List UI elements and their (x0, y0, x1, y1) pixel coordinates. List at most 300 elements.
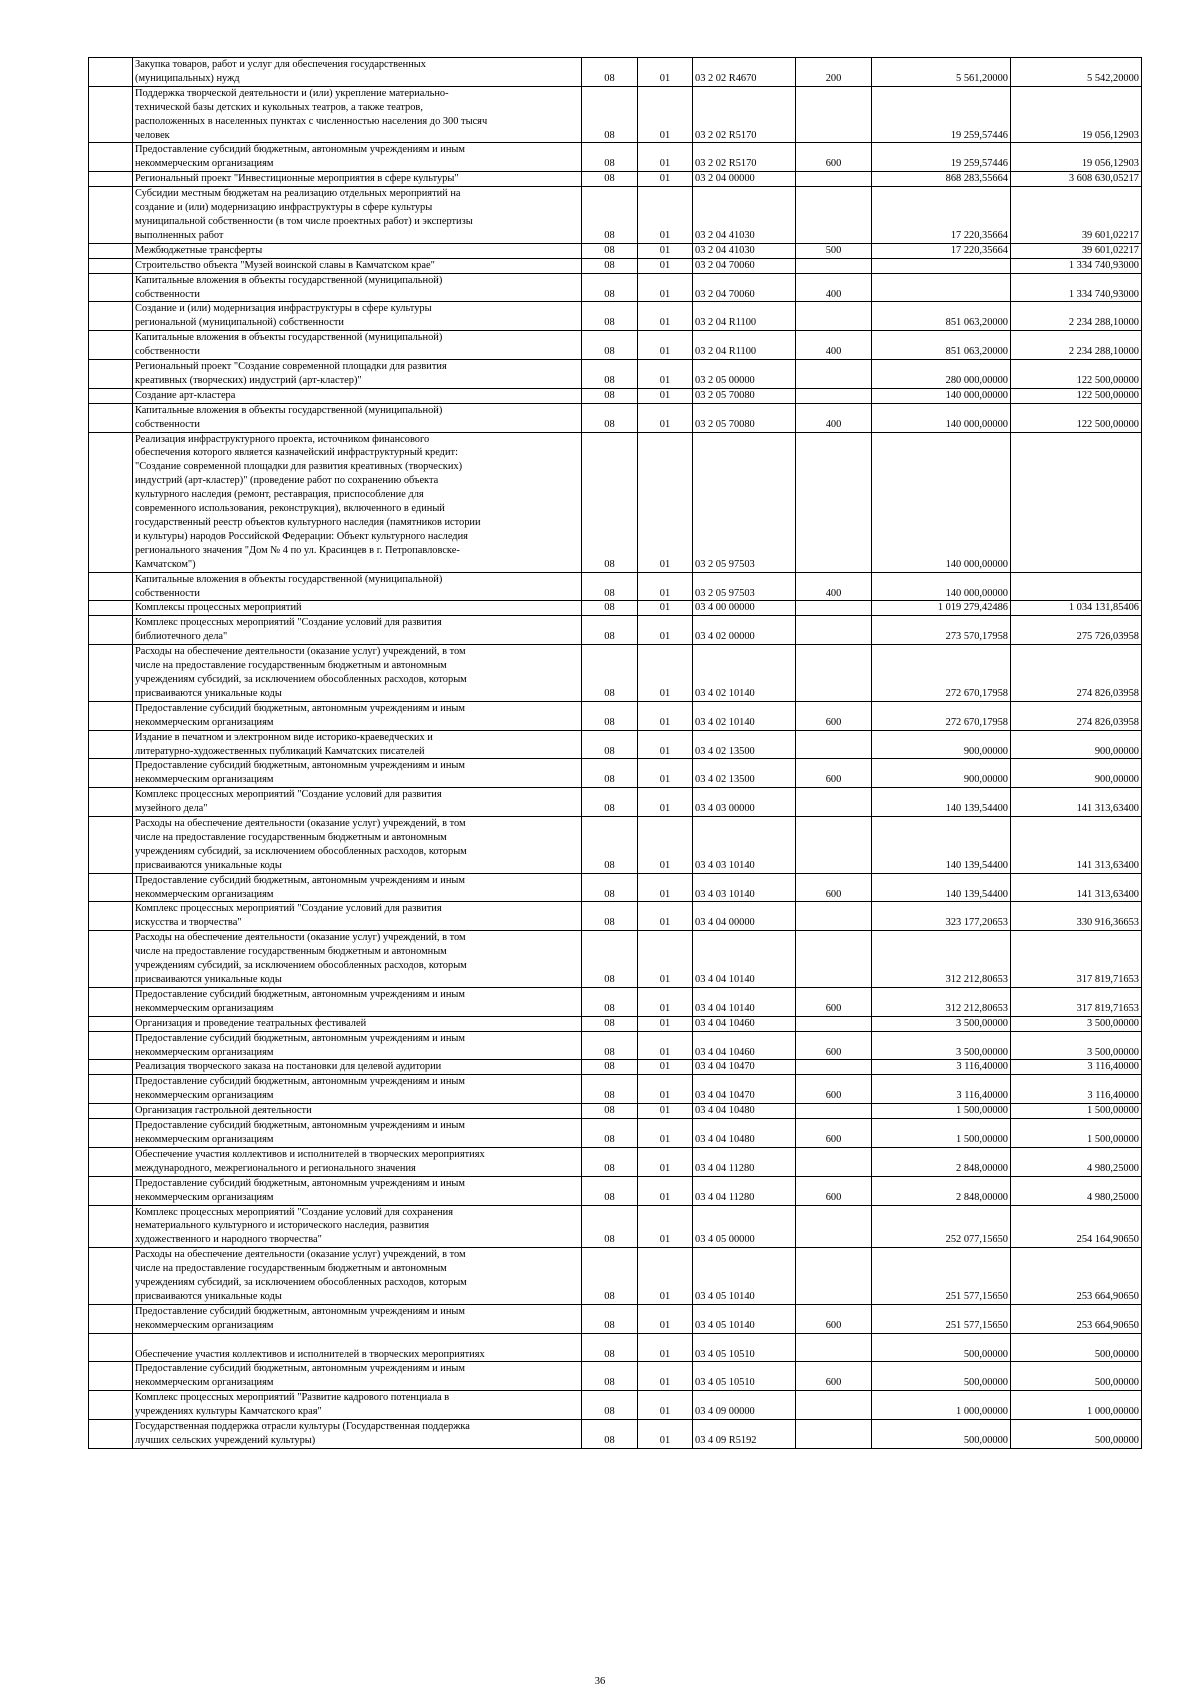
row-name: Комплекс процессных мероприятий "Создание условий для развития библиотечного дела" (133, 616, 582, 645)
row-target-article: 03 2 02 R4670 (693, 58, 796, 87)
row-blank-cell (89, 759, 133, 788)
row-section-code: 08 (582, 403, 638, 432)
table-row (89, 360, 1142, 389)
row-amount-year-1: 2 848,00000 (872, 1147, 1011, 1176)
row-amount-year-2: 254 164,90650 (1011, 1205, 1142, 1248)
row-amount-year-1: 17 220,35664 (872, 243, 1011, 258)
row-amount-year-2: 122 500,00000 (1011, 360, 1142, 389)
row-amount-year-2: 4 980,25000 (1011, 1147, 1142, 1176)
row-subsection-code: 01 (638, 143, 693, 172)
row-name: Закупка товаров, работ и услуг для обеспечения государственных (муниципальных) нужд (133, 58, 582, 87)
table-row (89, 730, 1142, 759)
row-name: Организация и проведение театральных фестивалей (133, 1016, 582, 1031)
row-name: Реализация инфраструктурного проекта, источником финансового обеспечения которого является казначейский инфраструктурный кредит: "Создание современной площадки для развития креативных (творческих) индустрий (арт-кластер)" (проведение работ по сохранению объекта культурного наследия (ремонт, реставрация, приспособление для современного использования, реконструкция), включенного в единый государственный реестр объектов культурного наследия (памятников истории и культуры) народов Российской Федерации: Объект культурного наследия регионального значения "Дом № 4 по ул. Красинцев в г. Петропавловске- Камчатском") (133, 432, 582, 572)
row-amount-year-1: 140 000,00000 (872, 432, 1011, 572)
row-amount-year-2: 4 980,25000 (1011, 1176, 1142, 1205)
row-target-article: 03 4 03 10140 (693, 873, 796, 902)
row-amount-year-2: 253 664,90650 (1011, 1248, 1142, 1305)
row-blank-cell (89, 1147, 133, 1176)
row-section-code: 08 (582, 1147, 638, 1176)
row-amount-year-1: 19 259,57446 (872, 143, 1011, 172)
row-section-code: 08 (582, 730, 638, 759)
row-expense-type (796, 645, 872, 702)
row-amount-year-1: 251 577,15650 (872, 1304, 1011, 1333)
row-subsection-code: 01 (638, 616, 693, 645)
row-target-article: 03 4 02 13500 (693, 759, 796, 788)
row-blank-cell (89, 1333, 133, 1362)
row-amount-year-2: 39 601,02217 (1011, 243, 1142, 258)
table-row (89, 701, 1142, 730)
row-section-code: 08 (582, 987, 638, 1016)
row-section-code: 08 (582, 1391, 638, 1420)
row-section-code: 08 (582, 58, 638, 87)
row-subsection-code: 01 (638, 1119, 693, 1148)
row-section-code: 08 (582, 616, 638, 645)
row-blank-cell (89, 273, 133, 302)
row-target-article: 03 4 04 10460 (693, 1031, 796, 1060)
row-subsection-code: 01 (638, 1016, 693, 1031)
row-amount-year-2: 122 500,00000 (1011, 403, 1142, 432)
row-amount-year-1: 900,00000 (872, 759, 1011, 788)
row-section-code: 08 (582, 1031, 638, 1060)
row-section-code: 08 (582, 902, 638, 931)
row-expense-type: 600 (796, 143, 872, 172)
row-target-article: 03 4 03 00000 (693, 788, 796, 817)
row-section-code: 08 (582, 302, 638, 331)
row-section-code: 08 (582, 1248, 638, 1305)
row-amount-year-1: 272 670,17958 (872, 645, 1011, 702)
row-expense-type (796, 616, 872, 645)
row-name: Обеспечение участия коллективов и исполнителей в творческих мероприятиях международного, межрегионального и регионального значения (133, 1147, 582, 1176)
row-expense-type (796, 388, 872, 403)
row-subsection-code: 01 (638, 902, 693, 931)
row-name: Предоставление субсидий бюджетным, автономным учреждениям и иным некоммерческим организациям (133, 987, 582, 1016)
row-section-code: 08 (582, 645, 638, 702)
row-subsection-code: 01 (638, 187, 693, 244)
row-amount-year-2: 253 664,90650 (1011, 1304, 1142, 1333)
row-expense-type (796, 360, 872, 389)
row-section-code: 08 (582, 931, 638, 988)
table-row (89, 1016, 1142, 1031)
row-target-article: 03 4 09 R5192 (693, 1420, 796, 1449)
row-amount-year-1: 140 139,54400 (872, 817, 1011, 874)
row-section-code: 08 (582, 572, 638, 601)
row-name: Реализация творческого заказа на постановки для целевой аудитории (133, 1060, 582, 1075)
row-amount-year-1: 3 500,00000 (872, 1031, 1011, 1060)
row-name: Предоставление субсидий бюджетным, автономным учреждениям и иным некоммерческим организациям (133, 1362, 582, 1391)
row-blank-cell (89, 1248, 133, 1305)
row-subsection-code: 01 (638, 273, 693, 302)
row-amount-year-1: 3 116,40000 (872, 1075, 1011, 1104)
row-amount-year-2: 317 819,71653 (1011, 987, 1142, 1016)
row-expense-type (796, 1333, 872, 1362)
row-amount-year-2: 5 542,20000 (1011, 58, 1142, 87)
row-expense-type (796, 172, 872, 187)
table-row (89, 1362, 1142, 1391)
row-name: Создание и (или) модернизация инфраструктуры в сфере культуры региональной (муниципальной) собственности (133, 302, 582, 331)
table-row (89, 987, 1142, 1016)
row-amount-year-2: 2 234 288,10000 (1011, 302, 1142, 331)
row-amount-year-1: 2 848,00000 (872, 1176, 1011, 1205)
row-subsection-code: 01 (638, 331, 693, 360)
row-subsection-code: 01 (638, 1060, 693, 1075)
row-amount-year-1: 280 000,00000 (872, 360, 1011, 389)
table-row (89, 817, 1142, 874)
row-amount-year-2: 3 116,40000 (1011, 1075, 1142, 1104)
table-row (89, 1147, 1142, 1176)
table-row (89, 1031, 1142, 1060)
row-amount-year-2: 2 234 288,10000 (1011, 331, 1142, 360)
row-amount-year-1: 140 139,54400 (872, 873, 1011, 902)
table-row (89, 1248, 1142, 1305)
row-section-code: 08 (582, 701, 638, 730)
row-expense-type: 600 (796, 1075, 872, 1104)
table-row (89, 1119, 1142, 1148)
row-blank-cell (89, 243, 133, 258)
row-section-code: 08 (582, 873, 638, 902)
table-row (89, 1391, 1142, 1420)
table-row (89, 931, 1142, 988)
row-target-article: 03 2 05 97503 (693, 572, 796, 601)
row-blank-cell (89, 873, 133, 902)
row-name: Комплекс процессных мероприятий "Создание условий для развития музейного дела" (133, 788, 582, 817)
row-subsection-code: 01 (638, 1333, 693, 1362)
row-amount-year-1: 900,00000 (872, 730, 1011, 759)
row-section-code: 08 (582, 143, 638, 172)
row-section-code: 08 (582, 360, 638, 389)
row-name: Создание арт-кластера (133, 388, 582, 403)
row-amount-year-1: 1 500,00000 (872, 1104, 1011, 1119)
row-amount-year-1: 312 212,80653 (872, 931, 1011, 988)
row-name: Капитальные вложения в объекты государственной (муниципальной) собственности (133, 331, 582, 360)
row-target-article: 03 4 02 00000 (693, 616, 796, 645)
row-blank-cell (89, 601, 133, 616)
row-expense-type: 600 (796, 873, 872, 902)
row-blank-cell (89, 1075, 133, 1104)
row-expense-type: 600 (796, 759, 872, 788)
row-expense-type: 600 (796, 1176, 872, 1205)
row-name: Государственная поддержка отрасли культуры (Государственная поддержка лучших сельских учреждений культуры) (133, 1420, 582, 1449)
row-target-article: 03 4 04 11280 (693, 1176, 796, 1205)
row-amount-year-1: 851 063,20000 (872, 302, 1011, 331)
row-subsection-code: 01 (638, 730, 693, 759)
row-amount-year-2: 500,00000 (1011, 1420, 1142, 1449)
row-expense-type: 400 (796, 273, 872, 302)
row-expense-type: 200 (796, 58, 872, 87)
row-amount-year-2: 330 916,36653 (1011, 902, 1142, 931)
row-blank-cell (89, 403, 133, 432)
row-expense-type (796, 258, 872, 273)
row-expense-type (796, 1391, 872, 1420)
row-section-code: 08 (582, 788, 638, 817)
row-expense-type (796, 902, 872, 931)
row-amount-year-2: 900,00000 (1011, 730, 1142, 759)
row-blank-cell (89, 1016, 133, 1031)
row-name: Субсидии местным бюджетам на реализацию отдельных мероприятий на создание и (или) модернизацию инфраструктуры в сфере культуры муниципальной собственности (в том числе проектных работ) и экспертизы выполненных работ (133, 187, 582, 244)
row-subsection-code: 01 (638, 302, 693, 331)
row-name: Предоставление субсидий бюджетным, автономным учреждениям и иным некоммерческим организациям (133, 1119, 582, 1148)
row-section-code: 08 (582, 432, 638, 572)
row-target-article: 03 2 04 41030 (693, 243, 796, 258)
row-target-article: 03 2 02 R5170 (693, 143, 796, 172)
row-name: Организация гастрольной деятельности (133, 1104, 582, 1119)
row-target-article: 03 2 04 70060 (693, 258, 796, 273)
row-section-code: 08 (582, 187, 638, 244)
row-amount-year-2: 122 500,00000 (1011, 388, 1142, 403)
row-amount-year-1: 17 220,35664 (872, 187, 1011, 244)
table-row (89, 172, 1142, 187)
table-row (89, 1176, 1142, 1205)
row-blank-cell (89, 817, 133, 874)
row-section-code: 08 (582, 1420, 638, 1449)
row-expense-type: 400 (796, 403, 872, 432)
row-expense-type: 400 (796, 331, 872, 360)
table-row (89, 1304, 1142, 1333)
row-blank-cell (89, 902, 133, 931)
row-amount-year-1 (872, 258, 1011, 273)
row-target-article: 03 4 02 10140 (693, 701, 796, 730)
row-section-code: 08 (582, 1060, 638, 1075)
row-amount-year-1: 140 000,00000 (872, 388, 1011, 403)
table-row (89, 616, 1142, 645)
row-target-article: 03 2 05 70080 (693, 403, 796, 432)
row-blank-cell (89, 931, 133, 988)
table-body (89, 58, 1142, 1449)
row-name: Предоставление субсидий бюджетным, автономным учреждениям и иным некоммерческим организациям (133, 1176, 582, 1205)
row-subsection-code: 01 (638, 987, 693, 1016)
row-blank-cell (89, 788, 133, 817)
row-subsection-code: 01 (638, 601, 693, 616)
row-blank-cell (89, 1391, 133, 1420)
row-expense-type: 400 (796, 572, 872, 601)
row-target-article: 03 2 04 41030 (693, 187, 796, 244)
row-target-article: 03 4 04 10480 (693, 1104, 796, 1119)
row-subsection-code: 01 (638, 645, 693, 702)
row-section-code: 08 (582, 273, 638, 302)
row-subsection-code: 01 (638, 572, 693, 601)
row-amount-year-2 (1011, 572, 1142, 601)
row-section-code: 08 (582, 86, 638, 143)
table-row (89, 273, 1142, 302)
row-amount-year-1: 140 000,00000 (872, 572, 1011, 601)
row-target-article: 03 4 04 10460 (693, 1016, 796, 1031)
row-expense-type (796, 187, 872, 244)
row-expense-type (796, 730, 872, 759)
budget-table (88, 57, 1142, 1449)
row-name: Комплекс процессных мероприятий "Создание условий для развития искусства и творчества" (133, 902, 582, 931)
row-amount-year-1 (872, 273, 1011, 302)
row-amount-year-1: 273 570,17958 (872, 616, 1011, 645)
row-target-article: 03 4 04 10140 (693, 987, 796, 1016)
row-subsection-code: 01 (638, 1391, 693, 1420)
row-section-code: 08 (582, 1304, 638, 1333)
row-amount-year-2: 39 601,02217 (1011, 187, 1142, 244)
row-target-article: 03 4 04 10470 (693, 1060, 796, 1075)
row-section-code: 08 (582, 1104, 638, 1119)
row-subsection-code: 01 (638, 788, 693, 817)
row-subsection-code: 01 (638, 86, 693, 143)
row-expense-type: 600 (796, 701, 872, 730)
row-name: Предоставление субсидий бюджетным, автономным учреждениям и иным некоммерческим организациям (133, 873, 582, 902)
row-target-article: 03 4 09 00000 (693, 1391, 796, 1420)
row-target-article: 03 4 04 10140 (693, 931, 796, 988)
table-row (89, 1205, 1142, 1248)
row-target-article: 03 2 02 R5170 (693, 86, 796, 143)
row-name: Предоставление субсидий бюджетным, автономным учреждениям и иным некоммерческим организациям (133, 701, 582, 730)
row-subsection-code: 01 (638, 817, 693, 874)
row-amount-year-2: 275 726,03958 (1011, 616, 1142, 645)
row-target-article: 03 2 04 R1100 (693, 331, 796, 360)
row-target-article: 03 4 04 00000 (693, 902, 796, 931)
row-amount-year-2: 3 608 630,05217 (1011, 172, 1142, 187)
table-row (89, 432, 1142, 572)
row-subsection-code: 01 (638, 1176, 693, 1205)
row-amount-year-1: 5 561,20000 (872, 58, 1011, 87)
row-section-code: 08 (582, 601, 638, 616)
row-target-article: 03 2 04 70060 (693, 273, 796, 302)
row-subsection-code: 01 (638, 58, 693, 87)
table-row (89, 902, 1142, 931)
table-row (89, 58, 1142, 87)
row-section-code: 08 (582, 388, 638, 403)
row-amount-year-1: 323 177,20653 (872, 902, 1011, 931)
row-blank-cell (89, 331, 133, 360)
row-subsection-code: 01 (638, 1205, 693, 1248)
row-target-article: 03 4 05 10510 (693, 1333, 796, 1362)
row-amount-year-1: 500,00000 (872, 1420, 1011, 1449)
row-section-code: 08 (582, 331, 638, 360)
row-expense-type (796, 788, 872, 817)
row-expense-type (796, 1147, 872, 1176)
table-row (89, 302, 1142, 331)
row-amount-year-2: 3 500,00000 (1011, 1016, 1142, 1031)
row-name: Расходы на обеспечение деятельности (оказание услуг) учреждений, в том числе на предоставление государственным бюджетным и автономным учреждениям субсидий, за исключением обособленных расходов, которым присваиваются уникальные коды (133, 1248, 582, 1305)
row-target-article: 03 4 05 10140 (693, 1248, 796, 1305)
row-name: Комплекс процессных мероприятий "Создание условий для сохранения нематериального культурного и исторического наследия, развития художественного и народного творчества" (133, 1205, 582, 1248)
row-amount-year-1: 500,00000 (872, 1333, 1011, 1362)
row-target-article: 03 4 05 10510 (693, 1362, 796, 1391)
row-blank-cell (89, 572, 133, 601)
row-subsection-code: 01 (638, 1147, 693, 1176)
row-name: Региональный проект "Создание современной площадки для развития креативных (творческих) индустрий (арт-кластер)" (133, 360, 582, 389)
row-blank-cell (89, 258, 133, 273)
table-row (89, 388, 1142, 403)
page-number: 36 (594, 1676, 606, 1687)
row-blank-cell (89, 645, 133, 702)
row-expense-type (796, 432, 872, 572)
row-name: Комплекс процессных мероприятий "Развитие кадрового потенциала в учреждениях культуры Камчатского края" (133, 1391, 582, 1420)
row-blank-cell (89, 1362, 133, 1391)
table-row (89, 258, 1142, 273)
row-blank-cell (89, 1304, 133, 1333)
row-section-code: 08 (582, 172, 638, 187)
row-amount-year-2: 274 826,03958 (1011, 645, 1142, 702)
row-expense-type: 600 (796, 1119, 872, 1148)
row-blank-cell (89, 1104, 133, 1119)
row-name: Обеспечение участия коллективов и исполнителей в творческих мероприятиях (133, 1333, 582, 1362)
row-expense-type (796, 1016, 872, 1031)
row-subsection-code: 01 (638, 873, 693, 902)
row-blank-cell (89, 987, 133, 1016)
row-name: Строительство объекта "Музей воинской славы в Камчатском крае" (133, 258, 582, 273)
row-target-article: 03 4 00 00000 (693, 601, 796, 616)
row-amount-year-2: 274 826,03958 (1011, 701, 1142, 730)
row-name: Межбюджетные трансферты (133, 243, 582, 258)
row-name: Расходы на обеспечение деятельности (оказание услуг) учреждений, в том числе на предоставление государственным бюджетным и автономным учреждениям субсидий, за исключением обособленных расходов, которым присваиваются уникальные коды (133, 645, 582, 702)
table-row (89, 1060, 1142, 1075)
row-amount-year-2: 317 819,71653 (1011, 931, 1142, 988)
row-amount-year-2: 1 034 131,85406 (1011, 601, 1142, 616)
row-section-code: 08 (582, 759, 638, 788)
table-row (89, 243, 1142, 258)
row-amount-year-1: 868 283,55664 (872, 172, 1011, 187)
row-amount-year-2: 19 056,12903 (1011, 143, 1142, 172)
row-expense-type (796, 1420, 872, 1449)
row-target-article: 03 4 04 10470 (693, 1075, 796, 1104)
row-name: Предоставление субсидий бюджетным, автономным учреждениям и иным некоммерческим организациям (133, 1304, 582, 1333)
row-name: Расходы на обеспечение деятельности (оказание услуг) учреждений, в том числе на предоставление государственным бюджетным и автономным учреждениям субсидий, за исключением обособленных расходов, которым присваиваются уникальные коды (133, 817, 582, 874)
row-subsection-code: 01 (638, 432, 693, 572)
row-amount-year-1: 19 259,57446 (872, 86, 1011, 143)
row-expense-type (796, 931, 872, 988)
row-expense-type (796, 1205, 872, 1248)
row-subsection-code: 01 (638, 1362, 693, 1391)
row-target-article: 03 2 05 00000 (693, 360, 796, 389)
row-target-article: 03 4 04 10480 (693, 1119, 796, 1148)
row-expense-type (796, 302, 872, 331)
row-section-code: 08 (582, 1205, 638, 1248)
row-section-code: 08 (582, 1333, 638, 1362)
row-name: Капитальные вложения в объекты государственной (муниципальной) собственности (133, 403, 582, 432)
row-target-article: 03 4 05 00000 (693, 1205, 796, 1248)
row-name: Предоставление субсидий бюджетным, автономным учреждениям и иным некоммерческим организациям (133, 759, 582, 788)
table-row (89, 1333, 1142, 1362)
row-amount-year-2: 19 056,12903 (1011, 86, 1142, 143)
row-subsection-code: 01 (638, 403, 693, 432)
row-blank-cell (89, 1119, 133, 1148)
row-expense-type (796, 817, 872, 874)
row-target-article: 03 4 05 10140 (693, 1304, 796, 1333)
row-name: Комплексы процессных мероприятий (133, 601, 582, 616)
row-amount-year-2: 3 500,00000 (1011, 1031, 1142, 1060)
row-subsection-code: 01 (638, 360, 693, 389)
row-name: Капитальные вложения в объекты государственной (муниципальной) собственности (133, 572, 582, 601)
row-expense-type (796, 1060, 872, 1075)
row-section-code: 08 (582, 1016, 638, 1031)
row-subsection-code: 01 (638, 258, 693, 273)
row-amount-year-1: 140 139,54400 (872, 788, 1011, 817)
row-name: Предоставление субсидий бюджетным, автономным учреждениям и иным некоммерческим организациям (133, 1075, 582, 1104)
row-blank-cell (89, 1031, 133, 1060)
row-subsection-code: 01 (638, 701, 693, 730)
table-row (89, 759, 1142, 788)
row-section-code: 08 (582, 258, 638, 273)
row-name: Предоставление субсидий бюджетным, автономным учреждениям и иным некоммерческим организациям (133, 143, 582, 172)
row-amount-year-1: 3 116,40000 (872, 1060, 1011, 1075)
row-amount-year-2: 141 313,63400 (1011, 788, 1142, 817)
row-section-code: 08 (582, 1075, 638, 1104)
row-blank-cell (89, 730, 133, 759)
row-target-article: 03 2 05 97503 (693, 432, 796, 572)
table-row (89, 331, 1142, 360)
row-blank-cell (89, 58, 133, 87)
row-amount-year-1: 500,00000 (872, 1362, 1011, 1391)
row-amount-year-1: 851 063,20000 (872, 331, 1011, 360)
row-amount-year-2: 900,00000 (1011, 759, 1142, 788)
table-row (89, 86, 1142, 143)
row-subsection-code: 01 (638, 931, 693, 988)
row-blank-cell (89, 86, 133, 143)
